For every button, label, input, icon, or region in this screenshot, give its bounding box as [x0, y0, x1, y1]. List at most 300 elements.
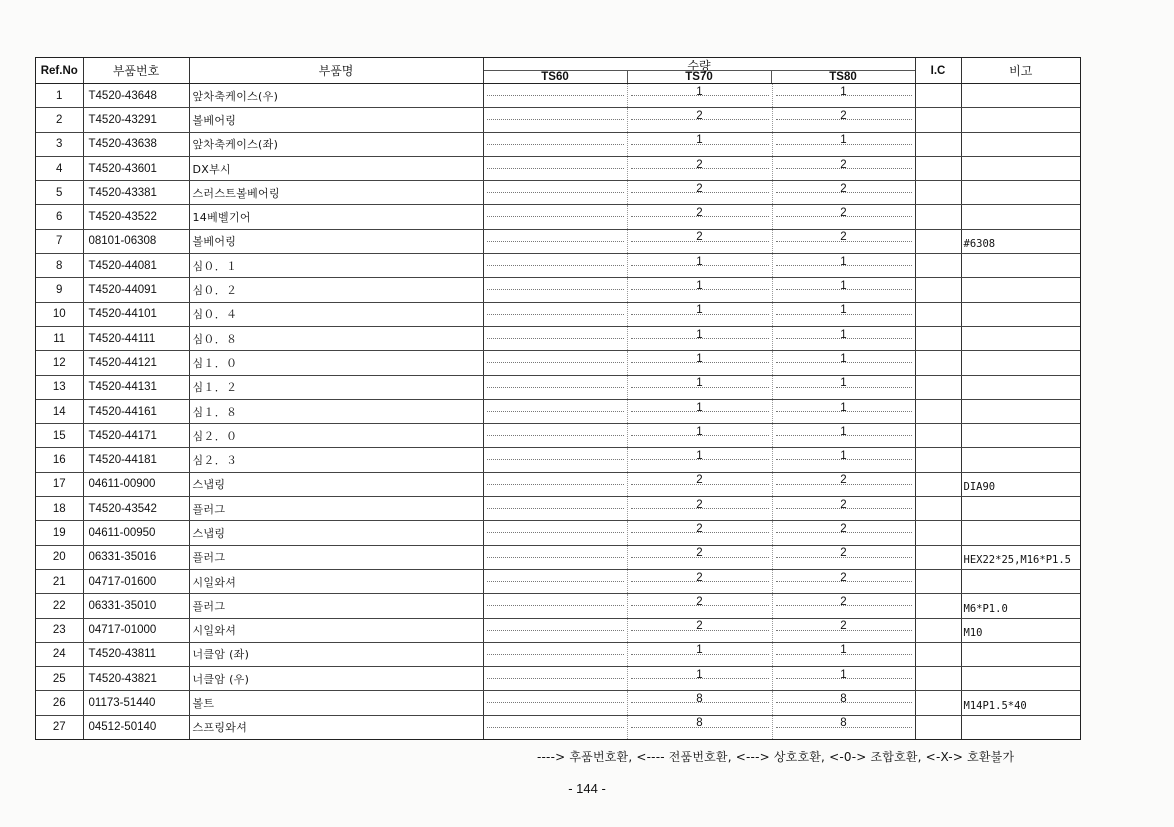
qty-ts70-cell: [627, 399, 772, 423]
qty-ts80-cell-value: 2: [840, 595, 847, 608]
part-no-cell: T4520-44111: [83, 326, 189, 350]
ref-no-cell: 15: [36, 424, 83, 448]
qty-ts70-cell: [627, 472, 772, 496]
part-name-cell: 심０．４: [189, 302, 483, 326]
ref-no-cell: 24: [36, 642, 83, 666]
qty-ts70-cell: [627, 156, 772, 180]
note-cell: [961, 594, 1080, 618]
ref-no-cell: 11: [36, 326, 83, 350]
qty-ts70-cell: [627, 254, 772, 278]
qty-ts60-cell: [483, 472, 627, 496]
qty-ts80-cell: [772, 424, 915, 448]
table-row: [36, 156, 1080, 180]
part-name-cell: 플러그: [189, 497, 483, 521]
qty-ts60-cell: [483, 618, 627, 642]
part-no-cell: T4520-43601: [83, 156, 189, 180]
qty-ts80-cell: [772, 181, 915, 205]
ic-cell: [915, 642, 961, 666]
qty-ts80-cell-value: 1: [840, 304, 847, 317]
part-name-cell: 14베벨기어: [189, 205, 483, 229]
part-name-cell: 심２．０: [189, 424, 483, 448]
note-cell: [961, 84, 1080, 108]
ic-cell: [915, 181, 961, 205]
table-row: [36, 302, 1080, 326]
part-name-cell: 너클암 (좌): [189, 642, 483, 666]
qty-ts80-cell: [772, 205, 915, 229]
qty-ts80-cell: [772, 497, 915, 521]
qty-ts60-cell: [483, 302, 627, 326]
table-row: [36, 278, 1080, 302]
qty-ts60-cell: [483, 691, 627, 715]
part-name-cell: 심０．１: [189, 254, 483, 278]
ic-cell: [915, 156, 961, 180]
header-quantity-label: 수량: [687, 59, 711, 73]
ic-cell: [915, 594, 961, 618]
note-cell-value: #6308: [963, 238, 996, 251]
note-cell-value: HEX22*25,M16*P1.5: [963, 554, 1071, 567]
part-name-cell: 플러그: [189, 594, 483, 618]
page-number: - 144 -: [568, 781, 606, 796]
qty-ts80-cell-value: 2: [840, 498, 847, 511]
qty-ts70-cell-value: 1: [696, 280, 703, 293]
part-name-cell: 스러스트볼베어링: [189, 181, 483, 205]
part-no-cell: T4520-43522: [83, 205, 189, 229]
note-cell: [961, 132, 1080, 156]
qty-ts60-cell: [483, 545, 627, 569]
qty-ts80-cell-value: 2: [840, 547, 847, 560]
table-row: [36, 545, 1080, 569]
qty-ts60-cell: [483, 375, 627, 399]
qty-ts70-cell-value: 2: [696, 474, 703, 487]
part-no-cell: T4520-44161: [83, 399, 189, 423]
note-cell: [961, 521, 1080, 545]
note-cell: [961, 691, 1080, 715]
header-model-columns: [484, 70, 915, 83]
part-no-cell: T4520-44121: [83, 351, 189, 375]
qty-ts80-cell: [772, 594, 915, 618]
qty-ts70-cell: [627, 205, 772, 229]
qty-ts70-cell-value: 1: [696, 85, 703, 98]
parts-table-frame: [35, 57, 1081, 740]
header-note: 비고: [961, 58, 1080, 84]
qty-ts70-cell: [627, 132, 772, 156]
table-row: [36, 569, 1080, 593]
qty-ts70-cell: [627, 715, 772, 739]
qty-ts70-cell: [627, 642, 772, 666]
table-row: [36, 667, 1080, 691]
qty-ts70-cell: [627, 229, 772, 253]
part-name-cell: 심２．３: [189, 448, 483, 472]
note-cell-value: M14P1.5*40: [963, 700, 1027, 713]
ref-no-cell: 23: [36, 618, 83, 642]
qty-ts80-cell-value: 8: [840, 717, 847, 730]
part-no-cell: 04717-01600: [83, 569, 189, 593]
ic-cell: [915, 472, 961, 496]
ref-no-cell: 18: [36, 497, 83, 521]
note-cell: [961, 497, 1080, 521]
table-row: [36, 521, 1080, 545]
ref-no-cell: 13: [36, 375, 83, 399]
ref-no-cell: 10: [36, 302, 83, 326]
qty-ts80-cell: [772, 545, 915, 569]
qty-ts70-cell: [627, 424, 772, 448]
part-no-cell: 06331-35010: [83, 594, 189, 618]
table-row: [36, 642, 1080, 666]
ic-cell: [915, 618, 961, 642]
qty-ts70-cell-value: 1: [696, 668, 703, 681]
part-no-cell: T4520-43811: [83, 642, 189, 666]
qty-ts80-cell-value: 1: [840, 85, 847, 98]
qty-ts70-cell: [627, 108, 772, 132]
table-header-row: [36, 58, 1080, 84]
note-cell-value: M10: [963, 627, 983, 640]
qty-ts70-cell-value: 1: [696, 450, 703, 463]
ic-cell: [915, 715, 961, 739]
note-cell-value: M6*P1.0: [963, 602, 1008, 615]
qty-ts80-cell: [772, 132, 915, 156]
part-no-cell: 01173-51440: [83, 691, 189, 715]
ref-no-cell: 2: [36, 108, 83, 132]
ref-no-cell: 17: [36, 472, 83, 496]
table-row: [36, 205, 1080, 229]
ic-cell: [915, 497, 961, 521]
qty-ts70-cell: [627, 569, 772, 593]
qty-ts80-cell: [772, 108, 915, 132]
qty-ts70-cell: [627, 521, 772, 545]
qty-ts80-cell-value: 1: [840, 134, 847, 147]
table-body: [36, 84, 1080, 740]
qty-ts80-cell-value: 1: [840, 450, 847, 463]
qty-ts70-cell: [627, 545, 772, 569]
qty-ts80-cell-value: 2: [840, 158, 847, 171]
qty-ts60-cell: [483, 497, 627, 521]
interchangeability-legend: ----> 후품번호환, <---- 전품번호환, <---> 상호호환, <-0-> 조합호환, <-X-> 호환불가: [537, 750, 1015, 764]
table-row: [36, 132, 1080, 156]
qty-ts80-cell-value: 1: [840, 377, 847, 390]
qty-ts80-cell-value: 1: [840, 255, 847, 268]
part-no-cell: T4520-43638: [83, 132, 189, 156]
ref-no-cell: 14: [36, 399, 83, 423]
qty-ts70-cell: [627, 691, 772, 715]
ref-no-cell: 22: [36, 594, 83, 618]
qty-ts70-cell-value: 2: [696, 571, 703, 584]
qty-ts60-cell: [483, 326, 627, 350]
note-cell: [961, 229, 1080, 253]
ic-cell: [915, 667, 961, 691]
qty-ts70-cell: [627, 84, 772, 108]
qty-ts80-cell: [772, 618, 915, 642]
qty-ts80-cell: [772, 278, 915, 302]
table-row: [36, 424, 1080, 448]
qty-ts60-cell: [483, 278, 627, 302]
ref-no-cell: 6: [36, 205, 83, 229]
qty-ts60-cell: [483, 448, 627, 472]
part-no-cell: T4520-44081: [83, 254, 189, 278]
qty-ts80-cell: [772, 302, 915, 326]
qty-ts70-cell-value: 1: [696, 134, 703, 147]
note-cell: [961, 278, 1080, 302]
qty-ts70-cell-value: 1: [696, 644, 703, 657]
qty-ts80-cell: [772, 715, 915, 739]
ref-no-cell: 5: [36, 181, 83, 205]
qty-ts70-cell-value: 2: [696, 595, 703, 608]
part-name-cell: 볼베어링: [189, 229, 483, 253]
part-name-cell: 볼트: [189, 691, 483, 715]
ic-cell: [915, 521, 961, 545]
part-name-cell: 스냅링: [189, 472, 483, 496]
ref-no-cell: 19: [36, 521, 83, 545]
note-cell: [961, 448, 1080, 472]
part-no-cell: T4520-43821: [83, 667, 189, 691]
part-name-cell: 앞차축케이스(좌): [189, 132, 483, 156]
qty-ts70-cell-value: 1: [696, 425, 703, 438]
note-cell: [961, 375, 1080, 399]
ic-cell: [915, 108, 961, 132]
ref-no-cell: 20: [36, 545, 83, 569]
ic-cell: [915, 691, 961, 715]
qty-ts60-cell: [483, 667, 627, 691]
qty-ts80-cell-value: 2: [840, 620, 847, 633]
qty-ts80-cell: [772, 642, 915, 666]
part-name-cell: 앞차축케이스(우): [189, 84, 483, 108]
note-cell: [961, 302, 1080, 326]
qty-ts80-cell: [772, 351, 915, 375]
part-name-cell: 심１．０: [189, 351, 483, 375]
part-no-cell: T4520-44171: [83, 424, 189, 448]
part-no-cell: T4520-44131: [83, 375, 189, 399]
ic-cell: [915, 545, 961, 569]
note-cell: [961, 618, 1080, 642]
header-ts80: TS80: [829, 71, 857, 83]
qty-ts60-cell: [483, 399, 627, 423]
part-no-cell: T4520-44101: [83, 302, 189, 326]
qty-ts60-cell: [483, 642, 627, 666]
ref-no-cell: 27: [36, 715, 83, 739]
qty-ts70-cell-value: 1: [696, 352, 703, 365]
qty-ts80-cell-value: 1: [840, 280, 847, 293]
qty-ts70-cell: [627, 667, 772, 691]
part-no-cell: T4520-44091: [83, 278, 189, 302]
part-no-cell: 04512-50140: [83, 715, 189, 739]
qty-ts80-cell-value: 2: [840, 231, 847, 244]
qty-ts80-cell: [772, 399, 915, 423]
qty-ts70-cell: [627, 181, 772, 205]
part-name-cell: 스냅링: [189, 521, 483, 545]
qty-ts80-cell-value: 1: [840, 668, 847, 681]
part-name-cell: 심０．２: [189, 278, 483, 302]
ic-cell: [915, 84, 961, 108]
qty-ts80-cell-value: 8: [840, 693, 847, 706]
part-name-cell: 시일와셔: [189, 569, 483, 593]
part-name-cell: 시일와셔: [189, 618, 483, 642]
qty-ts80-cell: [772, 156, 915, 180]
qty-ts70-cell: [627, 618, 772, 642]
qty-ts80-cell: [772, 375, 915, 399]
ic-cell: [915, 375, 961, 399]
qty-ts60-cell: [483, 108, 627, 132]
table-row: [36, 181, 1080, 205]
header-part-no: 부품번호: [83, 58, 189, 84]
part-no-cell: T4520-43291: [83, 108, 189, 132]
note-cell: [961, 715, 1080, 739]
ref-no-cell: 4: [36, 156, 83, 180]
ic-cell: [915, 448, 961, 472]
table-row: [36, 715, 1080, 739]
ref-no-cell: 16: [36, 448, 83, 472]
ref-no-cell: 26: [36, 691, 83, 715]
qty-ts60-cell: [483, 594, 627, 618]
qty-ts60-cell: [483, 424, 627, 448]
qty-ts80-cell: [772, 448, 915, 472]
table-row: [36, 691, 1080, 715]
table-row: [36, 108, 1080, 132]
qty-ts70-cell: [627, 278, 772, 302]
part-no-cell: 08101-06308: [83, 229, 189, 253]
part-name-cell: 볼베어링: [189, 108, 483, 132]
note-cell: [961, 667, 1080, 691]
qty-ts80-cell-value: 1: [840, 352, 847, 365]
qty-ts70-cell-value: 2: [696, 158, 703, 171]
qty-ts70-cell-value: 2: [696, 547, 703, 560]
qty-ts80-cell-value: 1: [840, 425, 847, 438]
note-cell: [961, 326, 1080, 350]
qty-ts80-cell: [772, 472, 915, 496]
ref-no-cell: 21: [36, 569, 83, 593]
note-cell: [961, 108, 1080, 132]
qty-ts70-cell: [627, 326, 772, 350]
qty-ts80-cell: [772, 84, 915, 108]
note-cell: [961, 424, 1080, 448]
part-no-cell: 04611-00900: [83, 472, 189, 496]
header-ref-no: Ref.No: [36, 58, 83, 84]
parts-table: [36, 58, 1080, 739]
qty-ts70-cell-value: 1: [696, 328, 703, 341]
ref-no-cell: 3: [36, 132, 83, 156]
qty-ts70-cell: [627, 594, 772, 618]
part-name-cell: 심０．８: [189, 326, 483, 350]
qty-ts60-cell: [483, 254, 627, 278]
qty-ts70-cell: [627, 351, 772, 375]
ref-no-cell: 9: [36, 278, 83, 302]
ref-no-cell: 25: [36, 667, 83, 691]
qty-ts60-cell: [483, 156, 627, 180]
note-cell: [961, 472, 1080, 496]
ic-cell: [915, 569, 961, 593]
ic-cell: [915, 132, 961, 156]
table-row: [36, 254, 1080, 278]
part-no-cell: T4520-43648: [83, 84, 189, 108]
qty-ts80-cell-value: 1: [840, 401, 847, 414]
header-ic: I.C: [915, 58, 961, 84]
qty-ts70-cell-value: 8: [696, 693, 703, 706]
qty-ts60-cell: [483, 569, 627, 593]
qty-ts80-cell: [772, 521, 915, 545]
table-row: [36, 497, 1080, 521]
table-row: [36, 351, 1080, 375]
note-cell: [961, 205, 1080, 229]
qty-ts70-cell: [627, 375, 772, 399]
qty-ts70-cell-value: 2: [696, 109, 703, 122]
qty-ts80-cell-value: 1: [840, 644, 847, 657]
table-row: [36, 84, 1080, 108]
qty-ts70-cell-value: 1: [696, 304, 703, 317]
table-row: [36, 594, 1080, 618]
qty-ts80-cell-value: 1: [840, 328, 847, 341]
qty-ts80-cell-value: 2: [840, 474, 847, 487]
table-row: [36, 399, 1080, 423]
part-name-cell: DX부시: [189, 156, 483, 180]
qty-ts80-cell: [772, 691, 915, 715]
qty-ts60-cell: [483, 205, 627, 229]
qty-ts70-cell-value: 2: [696, 498, 703, 511]
part-name-cell: 플러그: [189, 545, 483, 569]
header-ts60: TS60: [484, 71, 628, 83]
qty-ts80-cell-value: 2: [840, 182, 847, 195]
qty-ts80-cell: [772, 254, 915, 278]
header-quantity: [483, 58, 915, 84]
part-name-cell: 너클암 (우): [189, 667, 483, 691]
qty-ts80-cell: [772, 326, 915, 350]
table-row: [36, 326, 1080, 350]
qty-ts80-cell-value: 2: [840, 207, 847, 220]
part-no-cell: T4520-44181: [83, 448, 189, 472]
qty-ts70-cell-value: 2: [696, 207, 703, 220]
note-cell: [961, 181, 1080, 205]
part-no-cell: 06331-35016: [83, 545, 189, 569]
part-name-cell: 심１．８: [189, 399, 483, 423]
ref-no-cell: 12: [36, 351, 83, 375]
ic-cell: [915, 399, 961, 423]
qty-ts60-cell: [483, 715, 627, 739]
note-cell: [961, 254, 1080, 278]
header-ts70: TS70: [628, 71, 772, 83]
header-part-name: 부품명: [189, 58, 483, 84]
qty-ts60-cell: [483, 132, 627, 156]
ic-cell: [915, 326, 961, 350]
qty-ts60-cell: [483, 351, 627, 375]
qty-ts70-cell-value: 2: [696, 620, 703, 633]
qty-ts80-cell-value: 2: [840, 522, 847, 535]
part-no-cell: T4520-43381: [83, 181, 189, 205]
ic-cell: [915, 229, 961, 253]
qty-ts60-cell: [483, 521, 627, 545]
table-row: [36, 229, 1080, 253]
ref-no-cell: 7: [36, 229, 83, 253]
part-no-cell: T4520-43542: [83, 497, 189, 521]
note-cell: [961, 642, 1080, 666]
qty-ts70-cell-value: 2: [696, 231, 703, 244]
ic-cell: [915, 254, 961, 278]
ic-cell: [915, 302, 961, 326]
part-name-cell: 심１．２: [189, 375, 483, 399]
qty-ts70-cell-value: 1: [696, 401, 703, 414]
note-cell: [961, 569, 1080, 593]
qty-ts80-cell-value: 2: [840, 571, 847, 584]
qty-ts70-cell-value: 2: [696, 182, 703, 195]
qty-ts80-cell: [772, 569, 915, 593]
note-cell: [961, 399, 1080, 423]
ic-cell: [915, 205, 961, 229]
part-no-cell: 04611-00950: [83, 521, 189, 545]
qty-ts80-cell: [772, 667, 915, 691]
qty-ts70-cell: [627, 497, 772, 521]
qty-ts60-cell: [483, 84, 627, 108]
qty-ts70-cell-value: 1: [696, 377, 703, 390]
table-row: [36, 448, 1080, 472]
ic-cell: [915, 351, 961, 375]
qty-ts80-cell: [772, 229, 915, 253]
note-cell-value: DIA90: [963, 481, 996, 494]
